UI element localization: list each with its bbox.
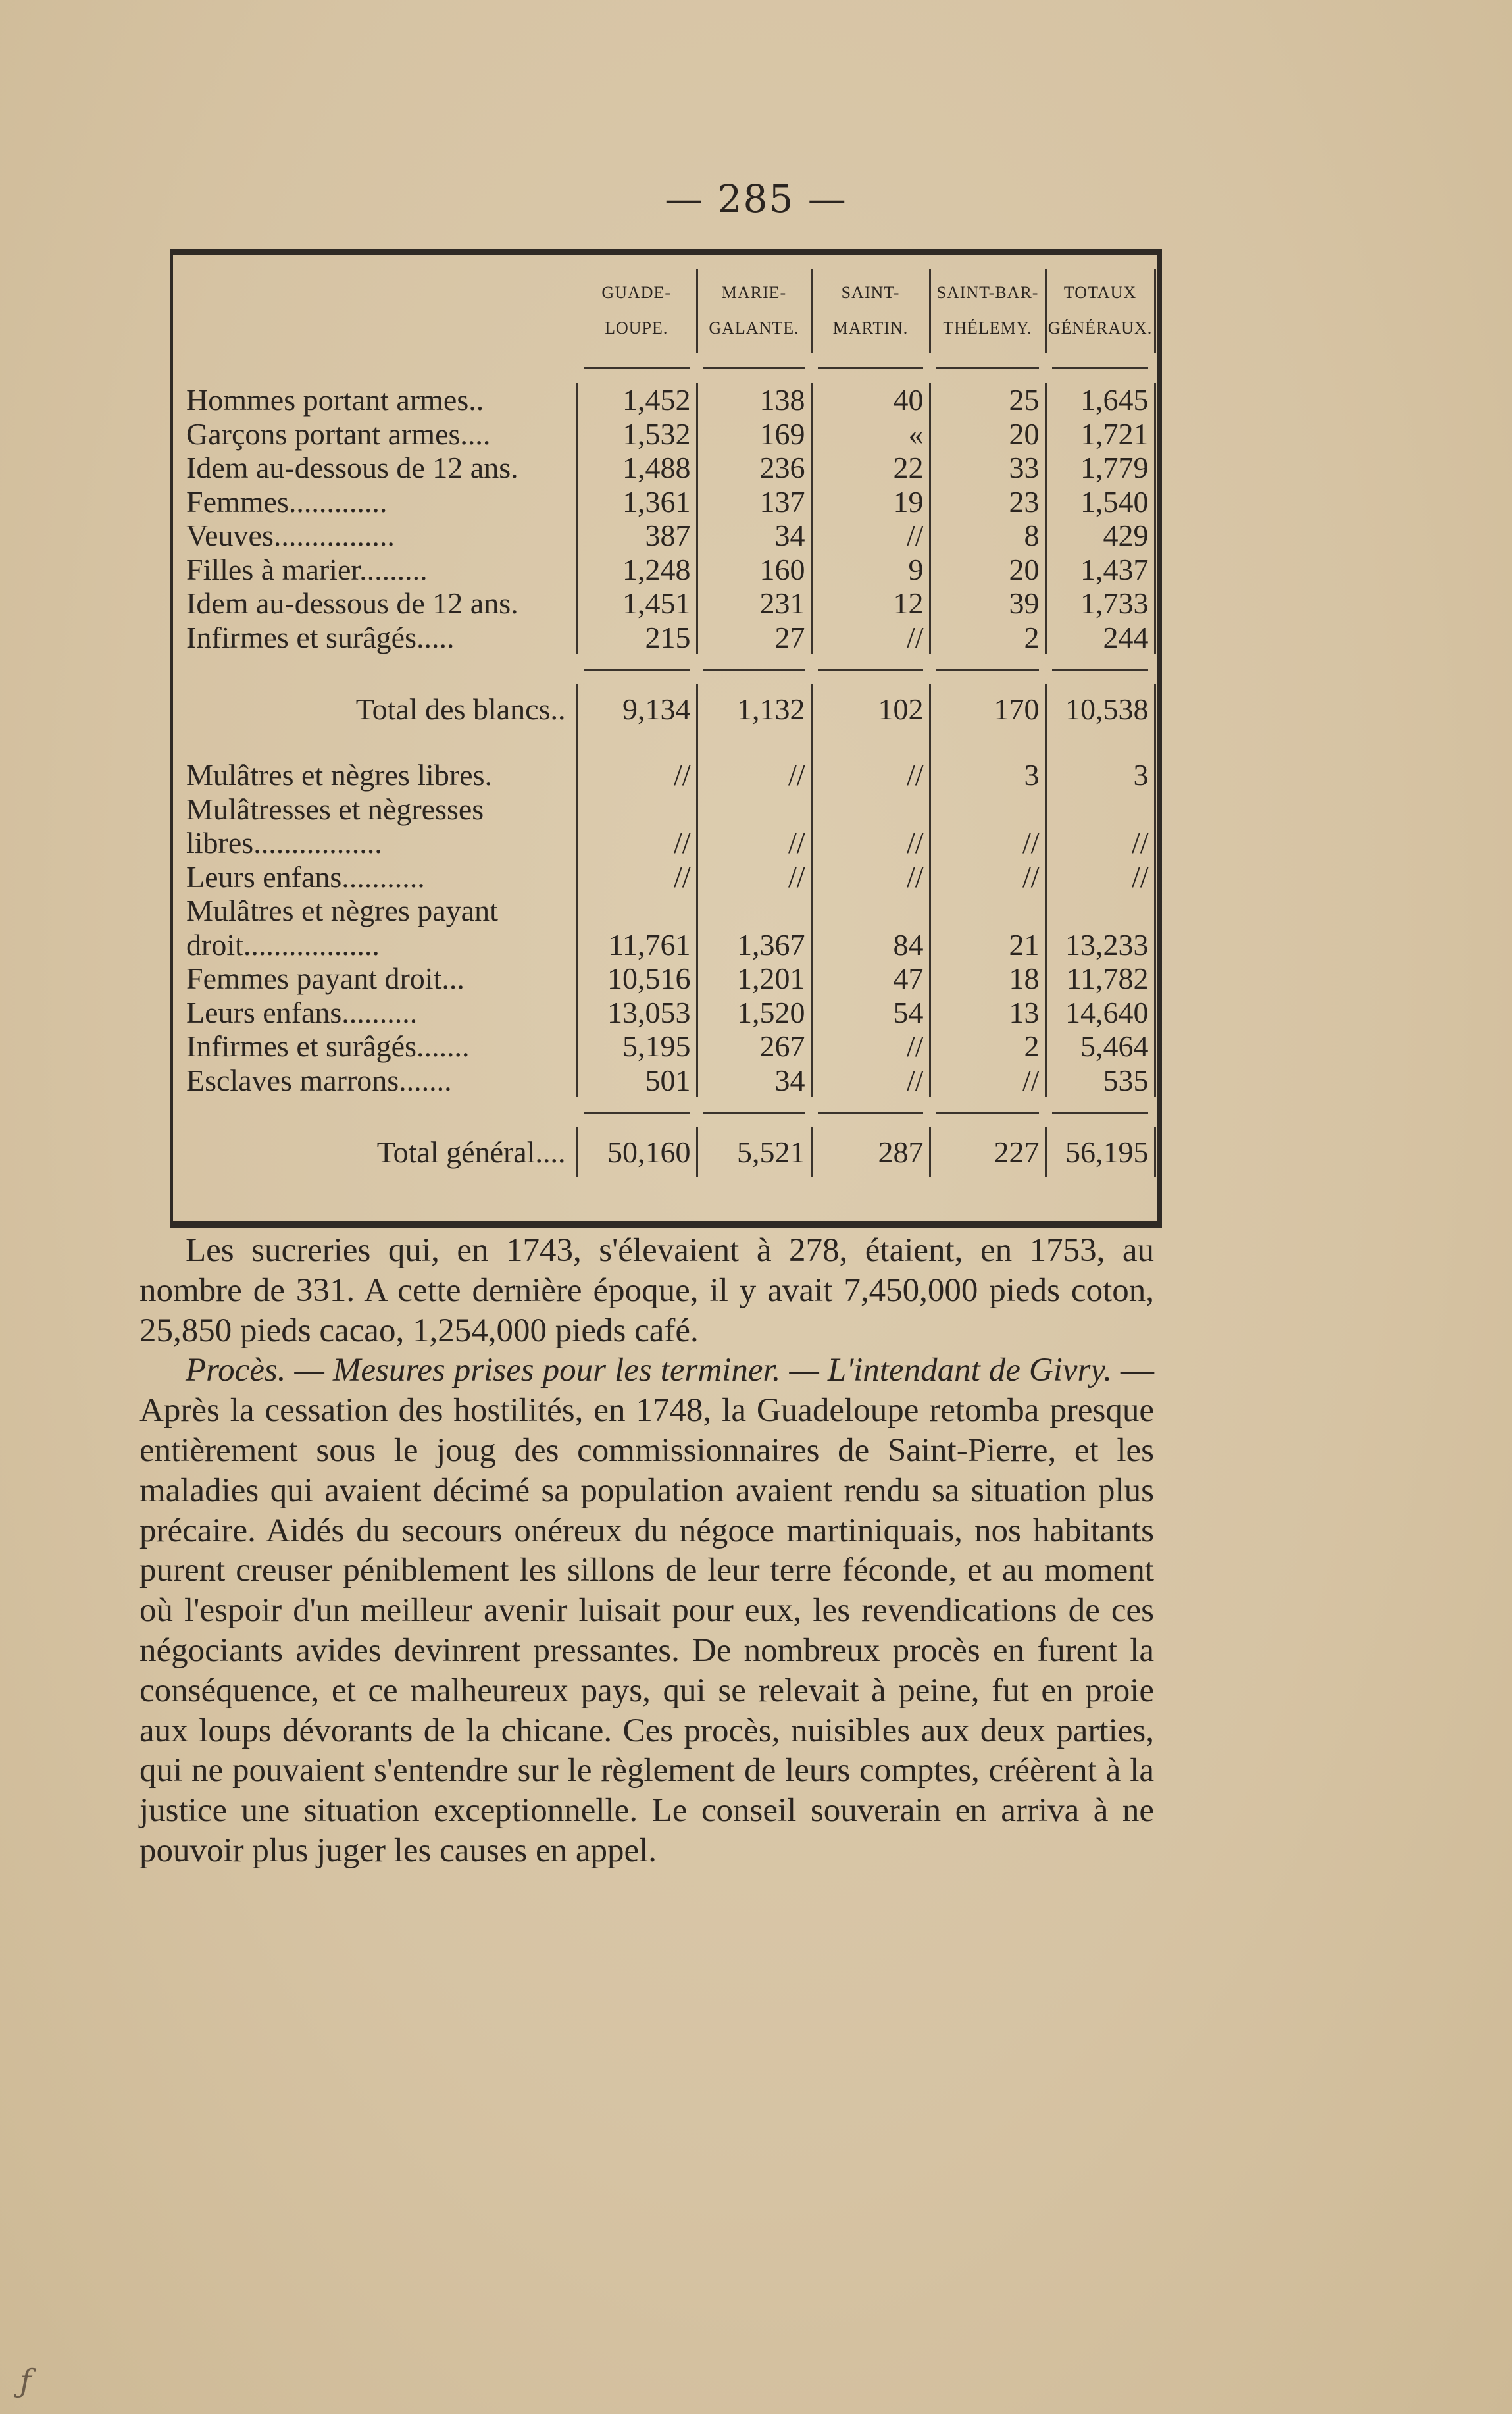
cell-value: // xyxy=(577,826,697,860)
cell-value: 9,134 xyxy=(577,684,697,734)
cell-value: // xyxy=(697,758,811,792)
cell-value: 25 xyxy=(930,383,1046,417)
cell-value: 244 xyxy=(1046,621,1155,655)
cell-value: // xyxy=(811,519,930,553)
body-text xyxy=(139,1231,1154,1871)
table-row xyxy=(182,519,1155,553)
cell-value: 21 xyxy=(930,928,1046,962)
cell-value: 1,361 xyxy=(577,485,697,519)
row-label: Idem au-dessous de 12 ans. xyxy=(182,451,577,485)
cell-value: // xyxy=(930,826,1046,860)
cell-value: // xyxy=(697,860,811,894)
cell-value: 138 xyxy=(697,383,811,417)
cell-value: 33 xyxy=(930,451,1046,485)
cell-value: 20 xyxy=(930,553,1046,587)
cell-value: 1,437 xyxy=(1046,553,1155,587)
cell-value: 47 xyxy=(811,962,930,996)
table-row xyxy=(182,451,1155,485)
cell-value: 34 xyxy=(697,519,811,553)
row-label: Filles à marier......... xyxy=(182,553,577,587)
cell-value: 1,540 xyxy=(1046,485,1155,519)
cell-value: // xyxy=(930,860,1046,894)
cell-value xyxy=(811,894,930,928)
paragraph-lawsuits xyxy=(139,1350,1154,1870)
cell-value: 1,645 xyxy=(1046,383,1155,417)
row-label: Garçons portant armes.... xyxy=(182,417,577,451)
cell-value: 1,451 xyxy=(577,586,697,621)
cell-value: 1,532 xyxy=(577,417,697,451)
cell-value: 267 xyxy=(697,1029,811,1064)
row-label: Total général.... xyxy=(182,1127,577,1177)
cell-value xyxy=(697,792,811,827)
header-saint-martin: SAINT- MARTIN. xyxy=(811,269,930,353)
cell-value: 13 xyxy=(930,996,1046,1030)
cell-value: 170 xyxy=(930,684,1046,734)
cell-value xyxy=(930,894,1046,928)
census-table-frame xyxy=(170,249,1162,1228)
cell-value: // xyxy=(811,758,930,792)
table-row xyxy=(182,894,1155,928)
cell-value: 137 xyxy=(697,485,811,519)
cell-value: 23 xyxy=(930,485,1046,519)
cell-value: 27 xyxy=(697,621,811,655)
row-label: Mulâtresses et nègresses xyxy=(182,792,577,827)
cell-value: 10,538 xyxy=(1046,684,1155,734)
row-label: Leurs enfans........... xyxy=(182,860,577,894)
cell-value: 429 xyxy=(1046,519,1155,553)
table-row xyxy=(182,928,1155,962)
cell-value: 2 xyxy=(930,1029,1046,1064)
cell-value: 3 xyxy=(1046,758,1155,792)
table-row xyxy=(182,1064,1155,1098)
cell-value: 11,761 xyxy=(577,928,697,962)
cell-value: 236 xyxy=(697,451,811,485)
cell-value: 12 xyxy=(811,586,930,621)
cell-value: 20 xyxy=(930,417,1046,451)
cell-value: 5,521 xyxy=(697,1127,811,1177)
cell-value: // xyxy=(811,826,930,860)
cell-value xyxy=(811,792,930,827)
cell-value: // xyxy=(577,758,697,792)
cell-value: 34 xyxy=(697,1064,811,1098)
margin-mark: ƒ xyxy=(20,2363,32,2400)
cell-value: 18 xyxy=(930,962,1046,996)
cell-value: 1,248 xyxy=(577,553,697,587)
header-saint-barthelemy: SAINT-BAR- THÉLEMY. xyxy=(930,269,1046,353)
row-label: droit.................. xyxy=(182,928,577,962)
table-row xyxy=(182,1029,1155,1064)
cell-value: 535 xyxy=(1046,1064,1155,1098)
row-label: Mulâtres et nègres payant xyxy=(182,894,577,928)
cell-value: 387 xyxy=(577,519,697,553)
cell-value: 1,201 xyxy=(697,962,811,996)
cell-value: 22 xyxy=(811,451,930,485)
cell-value: 169 xyxy=(697,417,811,451)
cell-value: // xyxy=(811,1064,930,1098)
table-row xyxy=(182,485,1155,519)
cell-value: // xyxy=(577,860,697,894)
cell-value: 56,195 xyxy=(1046,1127,1155,1177)
cell-value: 19 xyxy=(811,485,930,519)
table-row xyxy=(182,758,1155,792)
row-label: Veuves................ xyxy=(182,519,577,553)
total-general-row xyxy=(182,1127,1155,1177)
cell-value: 84 xyxy=(811,928,930,962)
cell-value: 9 xyxy=(811,553,930,587)
table-row xyxy=(182,553,1155,587)
row-label: Femmes payant droit... xyxy=(182,962,577,996)
table-row xyxy=(182,417,1155,451)
cell-value: 8 xyxy=(930,519,1046,553)
cell-value: // xyxy=(930,1064,1046,1098)
cell-value: 1,367 xyxy=(697,928,811,962)
row-label: Leurs enfans.......... xyxy=(182,996,577,1030)
cell-value: 1,488 xyxy=(577,451,697,485)
cell-value: 501 xyxy=(577,1064,697,1098)
row-label: Hommes portant armes.. xyxy=(182,383,577,417)
cell-value: 231 xyxy=(697,586,811,621)
row-label: Mulâtres et nègres libres. xyxy=(182,758,577,792)
cell-value: 227 xyxy=(930,1127,1046,1177)
cell-value: 1,452 xyxy=(577,383,697,417)
section-heading: Procès. — Mesures prises pour les terminer. — L'intendant de Givry. xyxy=(186,1352,1112,1389)
cell-value xyxy=(697,894,811,928)
row-label: Infirmes et surâgés....... xyxy=(182,1029,577,1064)
cell-value: 50,160 xyxy=(577,1127,697,1177)
table-row xyxy=(182,586,1155,621)
cell-value: 3 xyxy=(930,758,1046,792)
cell-value: 215 xyxy=(577,621,697,655)
paragraph-sugar-mills: Les sucreries qui, en 1743, s'élevaient à 278, étaient, en 1753, au nombre de 331. A cette dernière époque, il y avait 7,450,000 pieds coton, 25,850 pieds cacao, 1,254,000 pieds café. xyxy=(139,1232,1154,1349)
census-table xyxy=(182,269,1156,1177)
cell-value: // xyxy=(811,621,930,655)
header-guadeloupe: GUADE- LOUPE. xyxy=(577,269,697,353)
cell-value: 1,721 xyxy=(1046,417,1155,451)
cell-value: 102 xyxy=(811,684,930,734)
cell-value xyxy=(1046,894,1155,928)
cell-value: 1,520 xyxy=(697,996,811,1030)
table-row xyxy=(182,621,1155,655)
cell-value: // xyxy=(697,826,811,860)
table-row xyxy=(182,962,1155,996)
table-row xyxy=(182,792,1155,827)
row-label: Total des blancs.. xyxy=(182,684,577,734)
cell-value: 11,782 xyxy=(1046,962,1155,996)
table-row xyxy=(182,860,1155,894)
cell-value: « xyxy=(811,417,930,451)
cell-value: // xyxy=(1046,826,1155,860)
header-label-column xyxy=(182,269,577,353)
cell-value: 1,779 xyxy=(1046,451,1155,485)
row-label: libres................. xyxy=(182,826,577,860)
cell-value: 40 xyxy=(811,383,930,417)
table-row xyxy=(182,996,1155,1030)
cell-value: 54 xyxy=(811,996,930,1030)
table-row xyxy=(182,383,1155,417)
cell-value: 2 xyxy=(930,621,1046,655)
total-whites-row xyxy=(182,684,1155,734)
cell-value: // xyxy=(811,1029,930,1064)
header-totaux-generaux: TOTAUX GÉNÉRAUX. xyxy=(1046,269,1155,353)
row-label: Esclaves marrons....... xyxy=(182,1064,577,1098)
cell-value: 5,464 xyxy=(1046,1029,1155,1064)
cell-value: 13,053 xyxy=(577,996,697,1030)
cell-value: 160 xyxy=(697,553,811,587)
header-marie-galante: MARIE- GALANTE. xyxy=(697,269,811,353)
row-label: Femmes............. xyxy=(182,485,577,519)
cell-value: 10,516 xyxy=(577,962,697,996)
cell-value xyxy=(930,792,1046,827)
subtotal-rule xyxy=(182,654,1155,684)
cell-value: 1,132 xyxy=(697,684,811,734)
spacer-row xyxy=(182,734,1155,758)
table-row xyxy=(182,826,1155,860)
cell-value: 13,233 xyxy=(1046,928,1155,962)
cell-value: // xyxy=(811,860,930,894)
table-header-row xyxy=(182,269,1155,353)
cell-value xyxy=(577,894,697,928)
row-label: Infirmes et surâgés..... xyxy=(182,621,577,655)
cell-value: 1,733 xyxy=(1046,586,1155,621)
paragraph-lawsuits-text: — Après la cessation des hostilités, en 1748, la Guadeloupe retomba presque entièrement sous le joug des commissionnaires de Saint-Pierre, et les maladies qui avaient décimé sa population avaient rendu sa situation plus précaire. Aidés du secours onéreux du négoce martiniquais, nos habitants purent creuser péniblement les sillons de leur terre féconde, et au moment où l'espoir d'un meilleur avenir luisait pour eux, les revendications de ces négociants avides devinrent pressantes. De nombreux procès en furent la conséquence, et ce malheureux pays, qui se relevait à peine, fut en proie aux loups dévorants de la chicane. Ces procès, nuisibles aux deux parties, qui ne pouvaient s'entendre sur le règlement de leurs comptes, créèrent à la justice une situation exceptionnelle. Le conseil souverain en arriva à ne pouvoir plus juger les causes en appel. xyxy=(139,1352,1155,1869)
cell-value: 39 xyxy=(930,586,1046,621)
cell-value xyxy=(577,792,697,827)
cell-value: 287 xyxy=(811,1127,930,1177)
page-number: — 285 — xyxy=(665,176,847,221)
cell-value xyxy=(1046,792,1155,827)
cell-value: 5,195 xyxy=(577,1029,697,1064)
total-rule xyxy=(182,1097,1155,1127)
cell-value: // xyxy=(1046,860,1155,894)
cell-value: 14,640 xyxy=(1046,996,1155,1030)
header-rule xyxy=(182,353,1155,383)
row-label: Idem au-dessous de 12 ans. xyxy=(182,586,577,621)
